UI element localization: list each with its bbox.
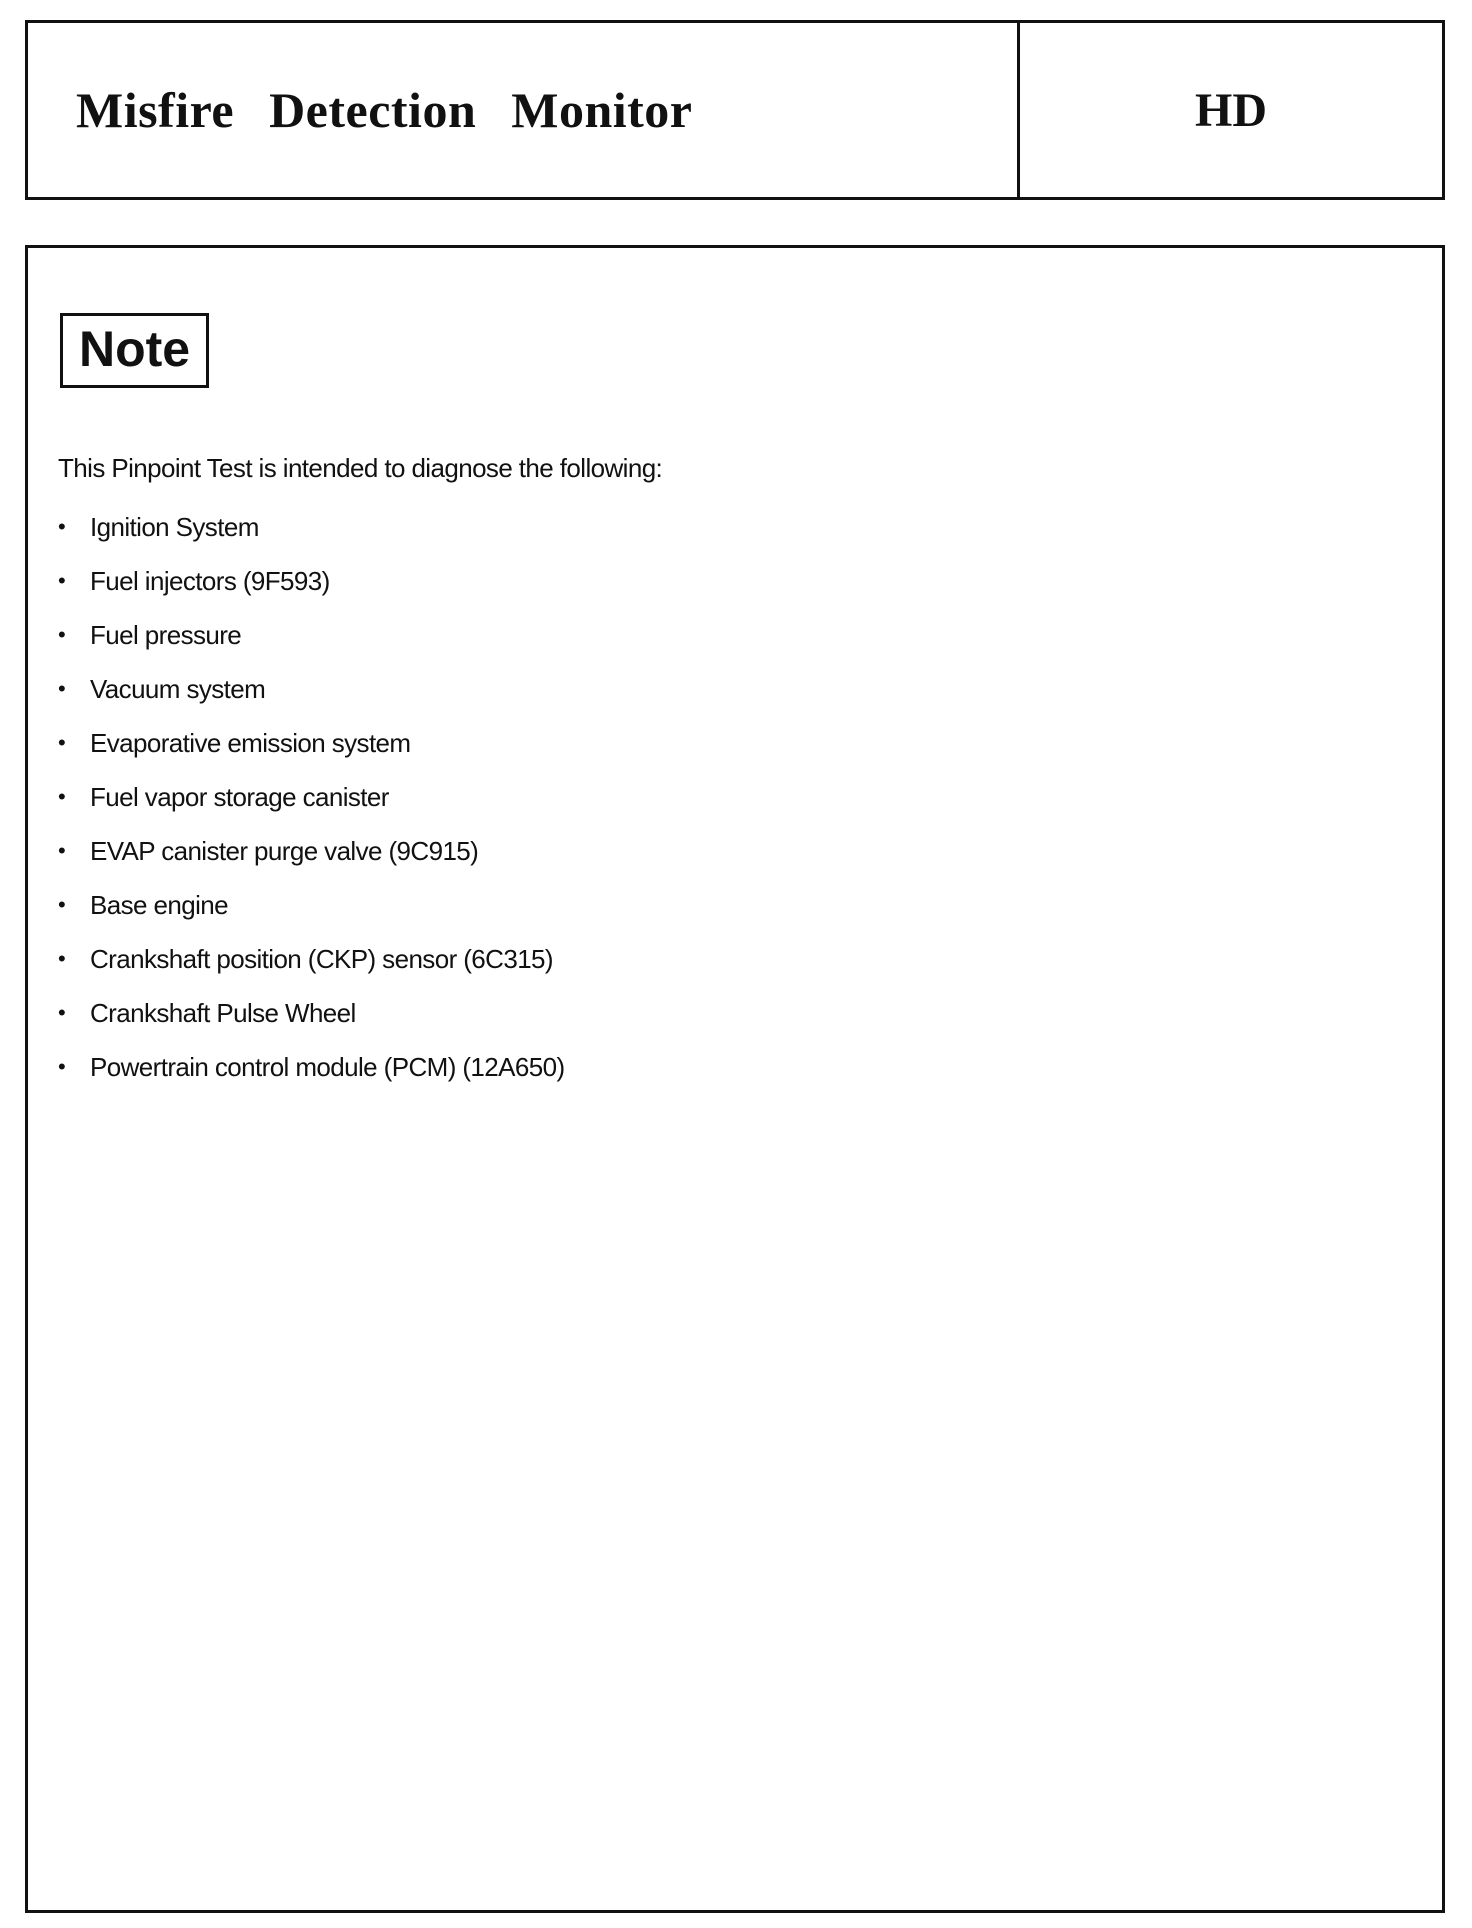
list-item-text: Ignition System	[90, 512, 259, 542]
title-cell	[28, 23, 1020, 197]
list-item	[58, 662, 565, 716]
list-item	[58, 608, 565, 662]
code-cell	[1020, 23, 1442, 197]
list-item-text: Evaporative emission system	[90, 728, 411, 758]
list-item-text: Vacuum system	[90, 674, 266, 704]
bullet-icon: •	[58, 1000, 66, 1025]
list-item	[58, 824, 565, 878]
list-item-text: Fuel pressure	[90, 620, 242, 650]
page-title: Misfire Detection Monitor	[76, 82, 693, 138]
bullet-icon: •	[58, 1054, 66, 1079]
bullet-icon: •	[58, 892, 66, 917]
intro-text: This Pinpoint Test is intended to diagnose the following:	[58, 453, 663, 483]
list-item	[58, 554, 565, 608]
bullet-icon: •	[58, 514, 66, 539]
note-label: Note	[60, 313, 209, 388]
list-item-text: EVAP canister purge valve (9C915)	[90, 836, 479, 866]
list-item	[58, 878, 565, 932]
list-item-text: Fuel vapor storage canister	[90, 782, 389, 812]
bullet-icon: •	[58, 622, 66, 647]
list-item	[58, 716, 565, 770]
section-code: HD	[1195, 83, 1267, 137]
list-item	[58, 500, 565, 554]
list-item-text: Powertrain control module (PCM) (12A650)	[90, 1052, 565, 1082]
bullet-icon: •	[58, 838, 66, 863]
content-box	[25, 245, 1445, 1913]
list-item	[58, 1040, 565, 1094]
bullet-icon: •	[58, 568, 66, 593]
list-item-text: Base engine	[90, 890, 228, 920]
diagnosis-list	[58, 500, 565, 1094]
list-item	[58, 986, 565, 1040]
list-item-text: Fuel injectors (9F593)	[90, 566, 330, 596]
list-item-text: Crankshaft Pulse Wheel	[90, 998, 356, 1028]
list-item	[58, 932, 565, 986]
list-item	[58, 770, 565, 824]
list-item-text: Crankshaft position (CKP) sensor (6C315)	[90, 944, 553, 974]
bullet-icon: •	[58, 946, 66, 971]
bullet-icon: •	[58, 676, 66, 701]
bullet-icon: •	[58, 784, 66, 809]
header-box	[25, 20, 1445, 200]
bullet-icon: •	[58, 730, 66, 755]
